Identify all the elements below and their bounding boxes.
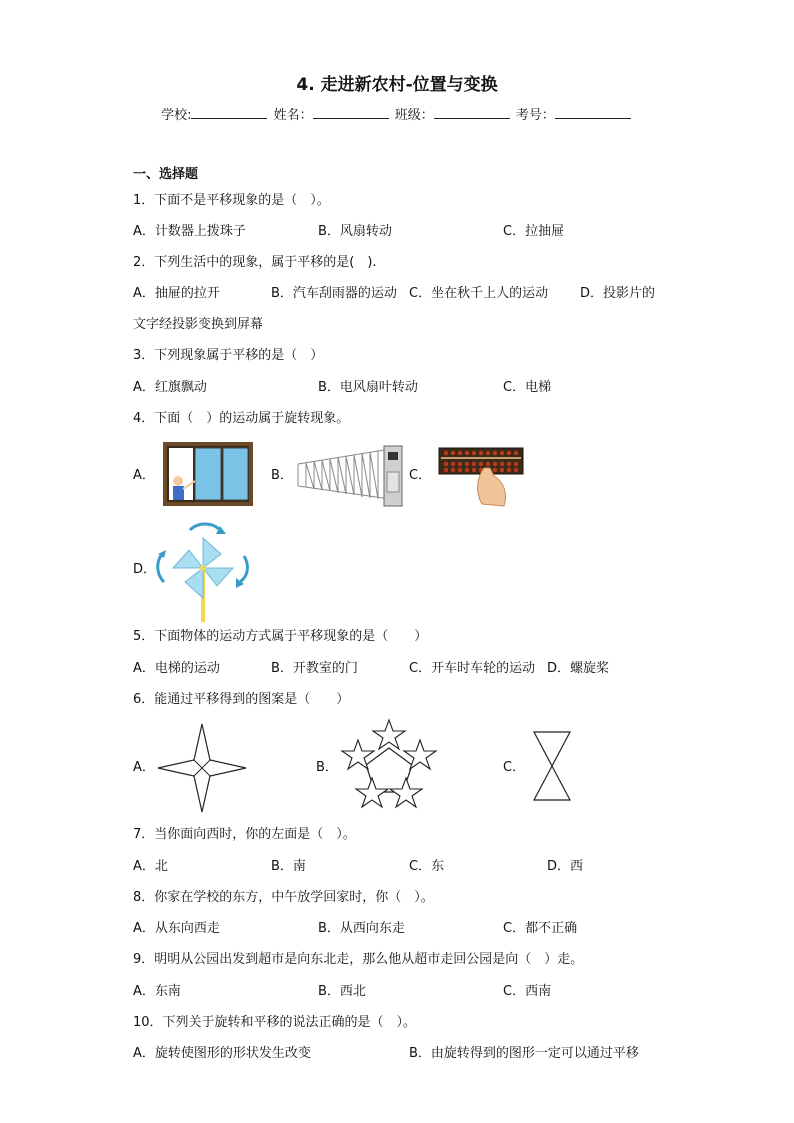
option-b[interactable]: B．西北 (318, 984, 366, 999)
option-c[interactable]: C．东 (409, 859, 445, 874)
question-stem: 4．下面（ ）的运动属于旋转现象。 (133, 411, 350, 426)
school-label: 学校: (161, 108, 192, 123)
option-c[interactable]: C． (409, 468, 432, 483)
question-stem: 1．下面不是平移现象的是（ ）。 (133, 193, 330, 208)
question-stem: 9．明明从公园出发到超市是向东北走，那么他从超市走回公园是向（ ）走。 (133, 952, 584, 967)
option-b[interactable]: B．由旋转得到的图形一定可以通过平移 (409, 1046, 639, 1061)
window-slide-icon (162, 441, 254, 507)
page-title: 4. 走进新农村-位置与变换 (296, 75, 498, 95)
option-c[interactable]: C．拉抽屉 (503, 224, 565, 239)
hourglass-triangles-icon (530, 728, 574, 804)
abacus-hand-icon (438, 446, 524, 508)
option-b[interactable]: B．汽车刮雨器的运动 (271, 286, 397, 301)
option-b[interactable]: B．风扇转动 (318, 224, 392, 239)
option-b[interactable]: B．电风扇叶转动 (318, 380, 418, 395)
option-d[interactable]: D．投影片的 (580, 286, 656, 301)
pinwheel-icon (150, 516, 256, 624)
option-a[interactable]: A． (133, 468, 155, 483)
option-b[interactable]: B． (271, 468, 293, 483)
option-a[interactable]: A．北 (133, 859, 168, 874)
option-a[interactable]: A． (133, 760, 155, 775)
option-b[interactable]: B．南 (271, 859, 306, 874)
option-c[interactable]: C．都不正确 (503, 921, 578, 936)
option-a[interactable]: A．红旗飘动 (133, 380, 207, 395)
name-blank[interactable] (313, 106, 389, 119)
five-stars-pentagon-icon (340, 718, 438, 812)
option-b[interactable]: B．从西向东走 (318, 921, 405, 936)
exam-no-label: 考号： (515, 108, 555, 123)
option-c[interactable]: C． (503, 760, 526, 775)
option-d[interactable]: D．螺旋桨 (547, 661, 610, 676)
question-stem: 6．能通过平移得到的图案是（ ） (133, 692, 350, 707)
option-c[interactable]: C．西南 (503, 984, 552, 999)
option-b[interactable]: B．开教室的门 (271, 661, 358, 676)
option-c[interactable]: C．电梯 (503, 380, 552, 395)
option-a[interactable]: A．从东向西走 (133, 921, 220, 936)
question-stem: 5．下面物体的运动方式属于平移现象的是（ ） (133, 629, 428, 644)
exam-no-blank[interactable] (555, 106, 631, 119)
folding-gate-icon (296, 442, 408, 508)
option-a[interactable]: A．抽屉的拉开 (133, 286, 220, 301)
option-a[interactable]: A．电梯的运动 (133, 661, 220, 676)
option-a[interactable]: A．旋转使图形的形状发生改变 (133, 1046, 311, 1061)
question-stem: 10．下列关于旋转和平移的说法正确的是（ ）。 (133, 1015, 417, 1030)
option-c[interactable]: C．开车时车轮的运动 (409, 661, 536, 676)
question-stem: 8．你家在学校的东方，中午放学回家时，你（ ）。 (133, 890, 434, 905)
class-label: 班级： (394, 108, 434, 123)
option-d[interactable]: D． (133, 562, 157, 577)
student-info-line (0, 104, 794, 123)
question-stem: 2．下列生活中的现象，属于平移的是( ). (133, 255, 377, 270)
name-label: 姓名： (273, 108, 313, 123)
question-stem: 3．下列现象属于平移的是（ ） (133, 348, 324, 363)
option-b[interactable]: B． (316, 760, 338, 775)
class-blank[interactable] (434, 106, 510, 119)
option-a[interactable]: A．东南 (133, 984, 181, 999)
four-point-star-icon (156, 722, 248, 814)
option-c[interactable]: C．坐在秋千上人的运动 (409, 286, 549, 301)
option-d[interactable]: D．西 (547, 859, 584, 874)
question-stem: 7．当你面向西时，你的左面是（ ）。 (133, 827, 356, 842)
school-blank[interactable] (191, 106, 267, 119)
option-d-continuation: 文字经投影变换到屏幕 (133, 317, 264, 332)
section-heading: 一、选择题 (133, 167, 199, 182)
option-a[interactable]: A．计数器上拨珠子 (133, 224, 246, 239)
